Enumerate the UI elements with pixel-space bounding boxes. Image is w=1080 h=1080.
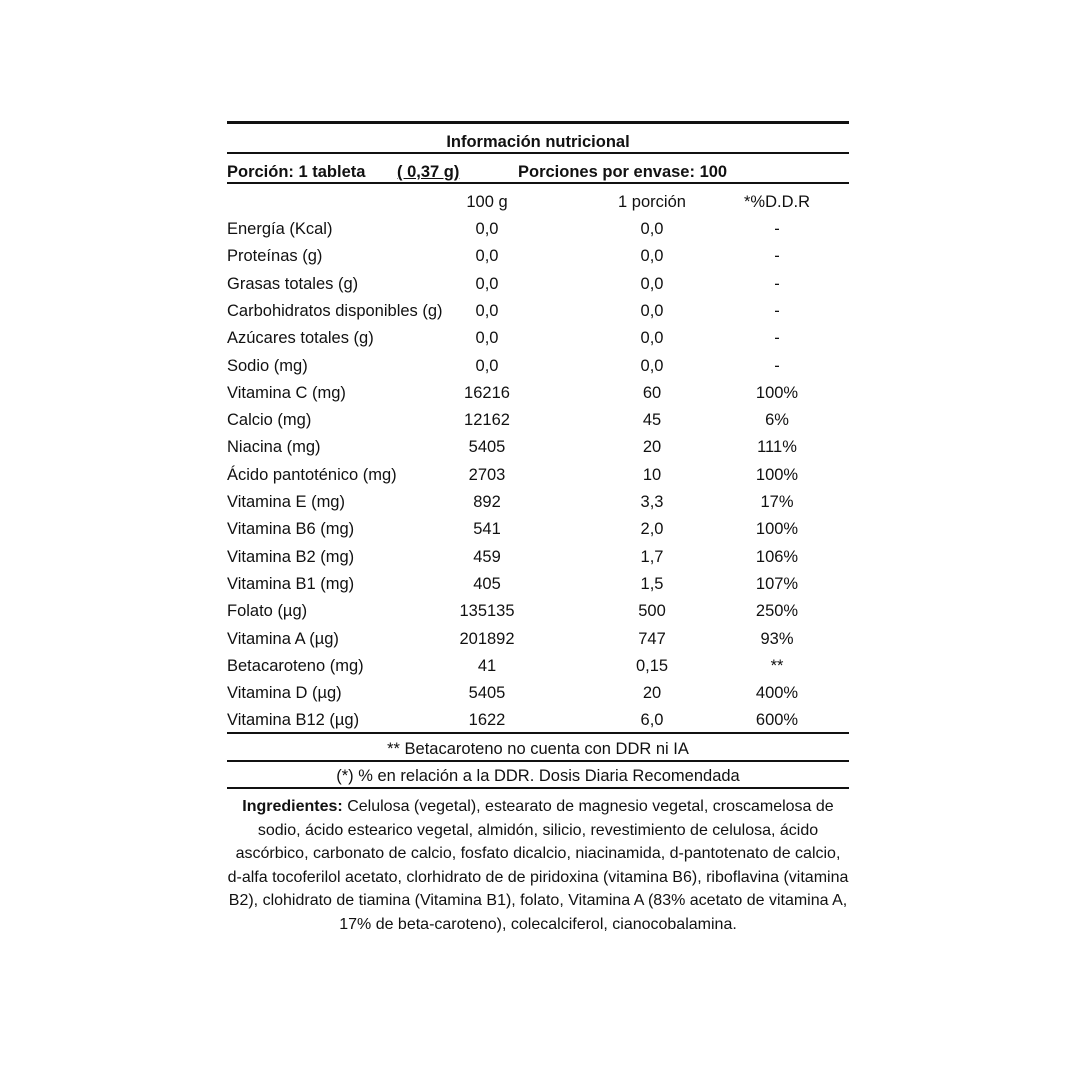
value-per-serving: 1,7 [640, 547, 664, 566]
servings-per-container: Porciones por envase: 100 [518, 163, 728, 181]
nutrient-row [227, 328, 849, 355]
value-ddr-percent: 6% [765, 411, 789, 430]
value-per-serving: 10 [642, 465, 662, 484]
value-per-100g: 201892 [459, 629, 515, 648]
value-ddr-percent: - [774, 329, 780, 348]
column-header-100g: 100 g [466, 193, 508, 211]
nutrient-name: Vitamina B6 (mg) [227, 520, 355, 539]
nutrient-name: Sodio (mg) [227, 356, 308, 375]
value-per-100g: 0,0 [475, 356, 499, 375]
value-per-100g: 12162 [464, 411, 510, 430]
nutrient-row [227, 383, 849, 410]
label-title: Información nutricional [446, 133, 630, 151]
footnote-ddr: (*) % en relación a la DDR. Dosis Diaria Recomendada [336, 767, 740, 785]
nutrient-row [227, 356, 849, 383]
value-per-100g: 0,0 [475, 220, 499, 238]
value-ddr-percent: 106% [755, 547, 799, 566]
value-per-100g: 41 [477, 656, 497, 675]
footnote-rule [227, 760, 849, 762]
value-per-100g: 135135 [459, 602, 515, 621]
value-per-serving: 20 [642, 684, 662, 703]
nutrient-row [227, 410, 849, 437]
value-ddr-percent: - [774, 301, 780, 320]
value-per-100g: 405 [473, 574, 501, 593]
serving-size-value: ( 0,37 g) [397, 163, 460, 181]
nutrient-row [227, 547, 849, 574]
value-per-serving: 6,0 [640, 711, 664, 730]
value-per-serving: 20 [642, 438, 662, 457]
top-rule [227, 121, 849, 124]
nutrient-row [227, 656, 849, 683]
ingredients-rule [227, 787, 849, 789]
value-per-serving: 0,0 [640, 356, 664, 375]
nutrient-name: Calcio (mg) [227, 411, 312, 430]
value-per-100g: 0,0 [475, 247, 499, 266]
nutrient-name: Betacaroteno (mg) [227, 656, 364, 675]
nutrient-row [227, 301, 849, 328]
value-ddr-percent: - [774, 356, 780, 375]
nutrition-facts-label [227, 0, 849, 1080]
value-per-100g: 2703 [468, 465, 506, 484]
nutrient-name: Vitamina E (mg) [227, 493, 345, 511]
nutrient-name: Grasas totales (g) [227, 274, 359, 293]
value-ddr-percent: - [774, 220, 780, 238]
value-per-100g: 16216 [464, 383, 510, 402]
nutrient-name: Vitamina C (mg) [227, 383, 346, 402]
column-header-row [227, 192, 849, 219]
value-per-serving: 0,0 [640, 247, 664, 266]
value-ddr-percent: 93% [760, 629, 794, 648]
nutrient-row [227, 519, 849, 546]
value-per-100g: 892 [473, 493, 501, 511]
nutrient-row [227, 492, 849, 519]
value-ddr-percent: 600% [755, 711, 799, 730]
value-per-serving: 3,3 [640, 493, 664, 511]
value-per-100g: 0,0 [475, 329, 499, 348]
ingredients-text: Celulosa (vegetal), estearato de magnesio vegetal, croscamelosa de sodio, ácido estearico vegetal, almidón, silicio, revestimiento de celulosa, ácido ascórbico, carbonato de calcio, fosfato dicalcio, niacinamida, d-pantotenato de calcio, d-alfa tocoferilol acetato, clorhidrato de de piridoxina (vitamina B6), riboflavina (vitamina B2), clohidrato de tiamina (Vitamina B1), folato, Vitamina A (83% acetato de vitamina A, 17% de beta-caroteno), colecalciferol, cianocobalamina. [227, 798, 849, 933]
value-ddr-percent: - [774, 247, 780, 266]
ingredients-label: Ingredientes: [242, 798, 343, 815]
serving-size-label: Porción: 1 tableta [227, 163, 366, 181]
ingredients-block [227, 795, 849, 937]
title-rule [227, 152, 849, 154]
nutrient-row [227, 601, 849, 628]
value-per-100g: 0,0 [475, 301, 499, 320]
nutrient-row [227, 465, 849, 492]
nutrient-name: Ácido pantoténico (mg) [227, 465, 397, 484]
value-per-serving: 747 [638, 629, 666, 648]
column-header-ddr: *%D.D.R [743, 193, 810, 211]
value-ddr-percent: 400% [755, 684, 799, 703]
value-per-100g: 541 [473, 520, 501, 539]
value-per-100g: 5405 [468, 438, 506, 457]
value-per-serving: 60 [642, 383, 662, 402]
nutrient-name: Azúcares totales (g) [227, 329, 374, 348]
value-per-serving: 0,0 [640, 301, 664, 320]
nutrient-name: Vitamina B1 (mg) [227, 574, 355, 593]
value-ddr-percent: 250% [755, 602, 799, 621]
value-per-serving: 45 [642, 411, 662, 430]
value-ddr-percent: 100% [755, 383, 799, 402]
value-per-100g: 459 [473, 547, 501, 566]
value-per-100g: 5405 [468, 684, 506, 703]
value-per-100g: 0,0 [475, 274, 499, 293]
nutrient-name: Niacina (mg) [227, 438, 321, 457]
value-per-serving: 1,5 [640, 574, 664, 593]
value-ddr-percent: 111% [757, 438, 797, 457]
value-ddr-percent: 100% [755, 520, 799, 539]
value-ddr-percent: ** [770, 656, 784, 675]
value-per-serving: 0,0 [640, 329, 664, 348]
nutrient-name: Vitamina D (µg) [227, 684, 342, 703]
nutrient-row [227, 574, 849, 601]
nutrient-name: Vitamina B12 (µg) [227, 711, 360, 730]
table-bottom-rule [227, 732, 849, 734]
nutrient-name: Folato (µg) [227, 602, 308, 621]
nutrient-row [227, 683, 849, 710]
value-ddr-percent: 107% [755, 574, 799, 593]
nutrient-name: Proteínas (g) [227, 247, 323, 266]
nutrient-name: Carbohidratos disponibles (g) [227, 301, 443, 320]
value-per-serving: 500 [638, 602, 666, 621]
nutrient-row [227, 437, 849, 464]
nutrient-row [227, 274, 849, 301]
value-per-serving: 0,0 [640, 274, 664, 293]
nutrient-name: Vitamina B2 (mg) [227, 547, 355, 566]
nutrient-row [227, 629, 849, 656]
nutrient-row [227, 219, 849, 246]
nutrient-row [227, 246, 849, 273]
value-per-serving: 2,0 [640, 520, 664, 539]
nutrient-name: Energía (Kcal) [227, 220, 333, 238]
value-ddr-percent: 100% [755, 465, 799, 484]
value-per-serving: 0,0 [640, 220, 664, 238]
footnote-betacarotene: ** Betacaroteno no cuenta con DDR ni IA [387, 740, 689, 758]
value-ddr-percent: - [774, 274, 780, 293]
serving-rule [227, 182, 849, 184]
value-per-serving: 0,15 [635, 656, 669, 675]
nutrient-name: Vitamina A (µg) [227, 629, 339, 648]
value-ddr-percent: 17% [760, 493, 794, 511]
value-per-100g: 1622 [468, 711, 506, 730]
column-header-serving: 1 porción [618, 193, 686, 211]
